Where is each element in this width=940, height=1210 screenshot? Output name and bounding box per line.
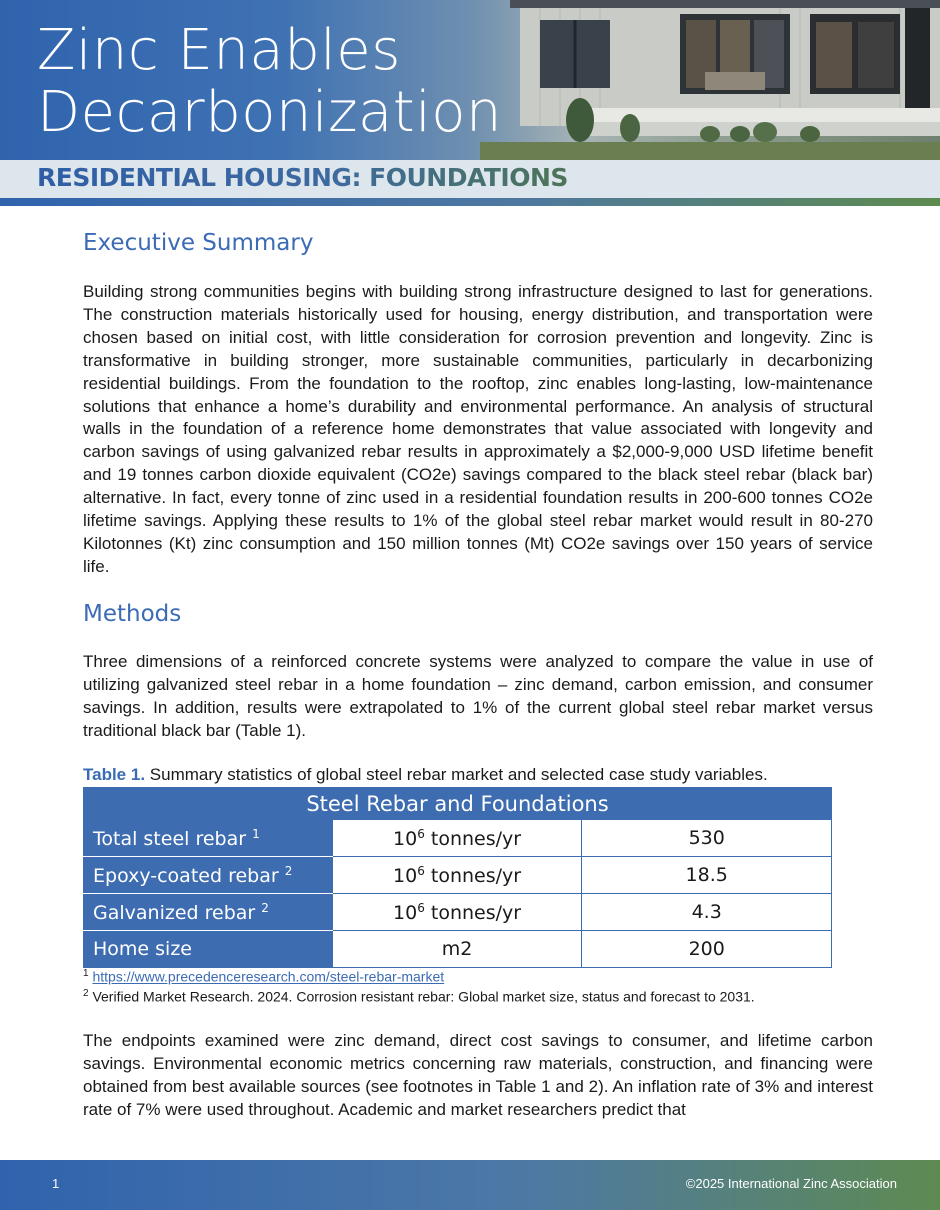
page-footer xyxy=(0,1160,940,1210)
header-divider xyxy=(0,198,940,206)
footnote-1 xyxy=(83,968,444,985)
document-subtitle: RESIDENTIAL HOUSING: FOUNDATIONS xyxy=(37,163,568,192)
row-unit xyxy=(332,857,582,894)
table-row xyxy=(84,894,832,931)
footnote-number: 1 xyxy=(83,968,89,979)
table-row xyxy=(84,931,832,968)
footnote-ref: 2 xyxy=(261,900,269,915)
rebar-summary-table xyxy=(83,787,832,968)
footnote-ref: 2 xyxy=(284,863,293,878)
document-title xyxy=(37,20,597,144)
row-unit xyxy=(332,820,582,857)
footnote-link[interactable]: https://www.precedenceresearch.com/steel-rebar-market xyxy=(92,968,445,985)
row-unit xyxy=(332,931,582,968)
unit-base: 10 xyxy=(393,864,418,887)
page-number: 1 xyxy=(52,1176,60,1191)
executive-summary-body: Building strong communities begins with building strong infrastructure designed to last for generations. The construction materials historically used for housing, energy distribution, and transportation were chosen based on initial cost, with little consideration for corrosion prevention and longevity. Zinc is transformative in building stronger, more sustainable communities, particularly in decarbonizing residential buildings. From the foundation to the rooftop, zinc enables long-lasting, low-maintenance solutions that enhance a home’s durability and environmental performance. An analysis of structural walls in the foundation of a reference home demonstrates that value associated with longevity and carbon savings of using galvanized rebar results in approximately a $2,000-9,000 USD lifetime benefit and 19 tonnes carbon dioxide equivalent (CO2e) savings compared to the black steel rebar (black bar) alternative. In fact, every tonne of zinc used in a residential foundation results in 200-600 tonnes CO2e lifetime savings. Applying these results to 1% of the global steel rebar market would result in 80-270 Kilotonnes (Kt) zinc consumption and 150 million tonnes (Mt) CO2e savings over 150 years of service life. xyxy=(83,282,873,576)
unit-base: 10 xyxy=(393,827,418,850)
row-label-text: Epoxy-coated rebar xyxy=(93,864,279,887)
row-label xyxy=(84,820,333,857)
row-value: 200 xyxy=(582,931,832,968)
header-banner xyxy=(0,0,940,160)
row-label-text: Galvanized rebar xyxy=(93,901,256,924)
unit-base: 10 xyxy=(393,901,418,924)
table-header: Steel Rebar and Foundations xyxy=(84,788,832,820)
unit-text: tonnes/yr xyxy=(424,901,522,924)
footnote-text: Verified Market Research. 2024. Corrosion resistant rebar: Global market size, status and forecast to 2031. xyxy=(92,988,755,1005)
row-value: 18.5 xyxy=(582,857,832,894)
row-unit xyxy=(332,894,582,931)
row-label xyxy=(84,894,333,931)
table-caption-label: Table 1. xyxy=(83,765,146,784)
table-caption xyxy=(83,765,768,785)
methods-heading: Methods xyxy=(83,601,182,627)
table-header-row xyxy=(84,788,832,820)
executive-summary-heading: Executive Summary xyxy=(83,230,314,256)
title-line-1: Zinc Enables xyxy=(37,18,401,83)
methods-body: Three dimensions of a reinforced concrete systems were analyzed to compare the value in use of utilizing galvanized steel rebar in a home foundation – zinc demand, carbon emission, and consumer savings. In addition, results were extrapolated to 1% of the current global steel rebar market versus traditional black bar (Table 1). xyxy=(83,652,873,740)
unit-exponent: 6 xyxy=(417,900,425,915)
unit-text: tonnes/yr xyxy=(424,827,522,850)
row-label-text: Home size xyxy=(93,938,192,960)
table-caption-text: Summary statistics of global steel rebar market and selected case study variables. xyxy=(145,765,768,784)
table-row xyxy=(84,857,832,894)
row-value: 4.3 xyxy=(582,894,832,931)
row-label xyxy=(84,857,333,894)
row-value: 530 xyxy=(582,820,832,857)
title-line-2: Decarbonization xyxy=(37,80,503,145)
row-label-text: Total steel rebar xyxy=(93,827,247,850)
methods-body-continued: The endpoints examined were zinc demand, direct cost savings to consumer, and lifetime carbon savings. Environmental economic metrics concerning raw materials, construction, and financing were obtained from best available sources (see footnotes in Table 1 and 2). An inflation rate of 3% and interest rate of 7% were used throughout. Academic and market researchers predict that xyxy=(83,1031,873,1119)
copyright-notice: ©2025 International Zinc Association xyxy=(685,1176,897,1191)
unit-exponent: 6 xyxy=(417,863,425,878)
footnote-2 xyxy=(83,988,755,1005)
row-label xyxy=(84,931,333,968)
unit-exponent: 6 xyxy=(417,826,425,841)
unit-text: tonnes/yr xyxy=(424,864,522,887)
footnote-ref: 1 xyxy=(252,826,260,841)
table-row xyxy=(84,820,832,857)
unit-base: m2 xyxy=(441,938,473,960)
footnote-number: 2 xyxy=(83,988,89,999)
